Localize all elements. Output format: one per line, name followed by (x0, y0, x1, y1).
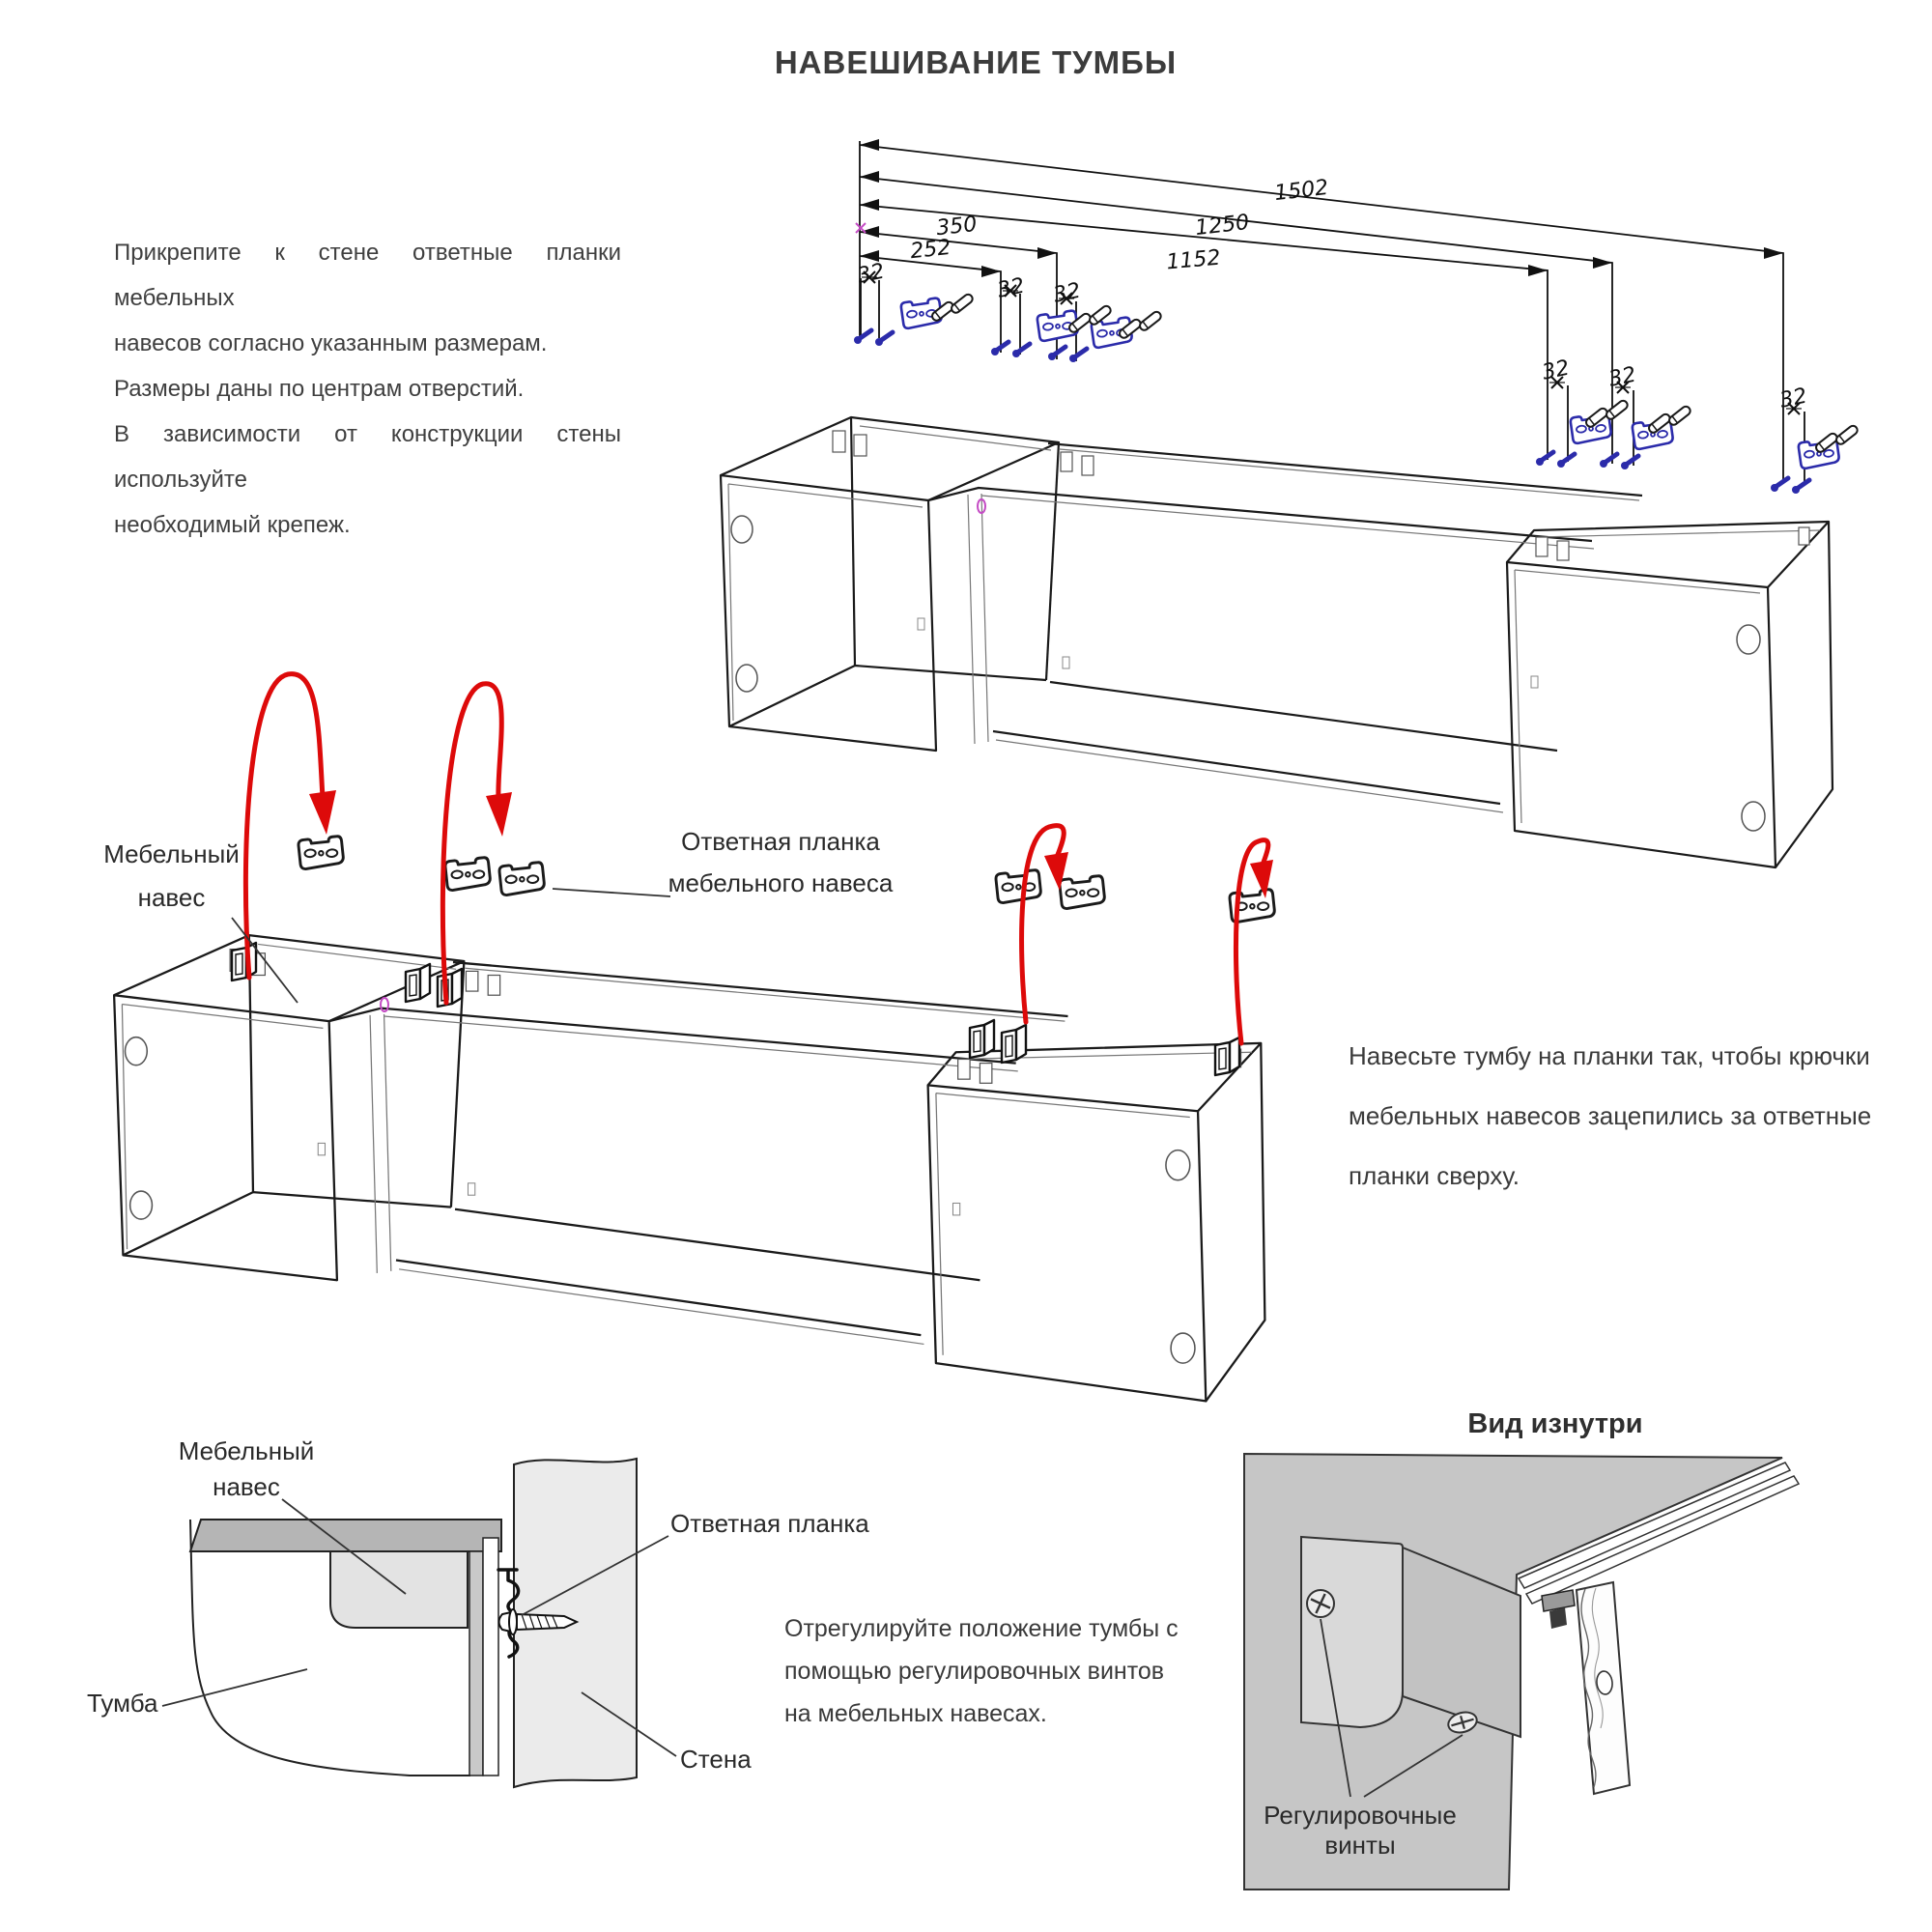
adjustment-screws-label (1264, 1801, 1457, 1861)
adjustment-screw-1 (1306, 1589, 1334, 1617)
hanger-label-line1: Мебельный (103, 839, 240, 868)
wall-rail-molding (1577, 1582, 1630, 1794)
adjustment-screws-label-line1: Регулировочные (1264, 1801, 1457, 1830)
cross-section-detail (162, 1459, 676, 1787)
hanger-label-line2: навес (137, 883, 206, 912)
plate-label (665, 821, 896, 904)
dim-1250: 1250 (1194, 210, 1251, 242)
dim-32-1: 32 (855, 259, 887, 289)
dim-32-2: 32 (995, 273, 1027, 303)
intro-line: В зависимости от конструкции стены используйте (114, 421, 621, 493)
intro-line: Прикрепите к стене ответные планки мебельных (114, 240, 621, 311)
detail-wall-label: Стена (680, 1745, 752, 1774)
hang-instruction-line: Навесьте тумбу на планки так, чтобы крючки (1349, 1041, 1870, 1070)
adjust-instruction-line: Отрегулируйте положение тумбы с (784, 1615, 1179, 1642)
wall-plates-blue (854, 298, 1840, 494)
plate-label-line1: Ответная планка (681, 827, 880, 856)
hanger-label (87, 833, 256, 920)
dim-32-5: 32 (1606, 362, 1638, 392)
detail-cabinet-label: Тумба (87, 1689, 158, 1718)
cabinet-step1 (721, 417, 1833, 867)
adjust-instruction-text (784, 1607, 1209, 1735)
hook-engagement-dark (1549, 1607, 1567, 1629)
detail-hanger-label (159, 1434, 333, 1505)
adjust-instruction-line: помощью регулировочных винтов (784, 1658, 1165, 1685)
dimension-diagram (854, 139, 1859, 494)
intro-line: Размеры даны по центрам отверстий. (114, 376, 525, 402)
dim-32-3: 32 (1051, 278, 1083, 308)
hang-instruction-line: мебельных навесов зацепились за ответные (1349, 1101, 1872, 1130)
dim-1502: 1502 (1273, 175, 1330, 207)
intro-line: необходимый крепеж. (114, 512, 351, 538)
hole-pair-group (861, 271, 1804, 485)
detail-hanger-label-line1: Мебельный (178, 1436, 315, 1465)
detail-plate-label: Ответная планка (670, 1509, 869, 1538)
adjust-instruction-line: на мебельных навесах. (784, 1700, 1047, 1727)
detail-hanger-label-line2: навес (213, 1472, 280, 1501)
dim-350: 350 (935, 212, 979, 242)
adjustment-screws-label-line2: винты (1324, 1831, 1396, 1860)
intro-text (114, 230, 621, 548)
cabinet-step2 (114, 674, 1275, 1402)
dim-252: 252 (909, 235, 952, 265)
dim-1152: 1152 (1165, 245, 1222, 275)
plate-label-line2: мебельного навеса (668, 868, 894, 897)
dim-32-6: 32 (1777, 384, 1809, 413)
page-title: НАВЕШИВАНИЕ ТУМБЫ (774, 44, 1178, 80)
back-panel-strip (469, 1551, 483, 1776)
hang-instruction-line: планки сверху. (1349, 1161, 1520, 1190)
intro-line: навесов согласно указанным размерам. (114, 330, 548, 356)
dim-32-4: 32 (1540, 355, 1572, 385)
cabinet-top-panel (190, 1520, 501, 1551)
back-panel-strip-2 (483, 1538, 498, 1776)
inside-view-title: Вид изнутри (1467, 1408, 1643, 1439)
plate-label-leader (553, 889, 670, 896)
hang-instruction-text (1349, 1026, 1889, 1206)
